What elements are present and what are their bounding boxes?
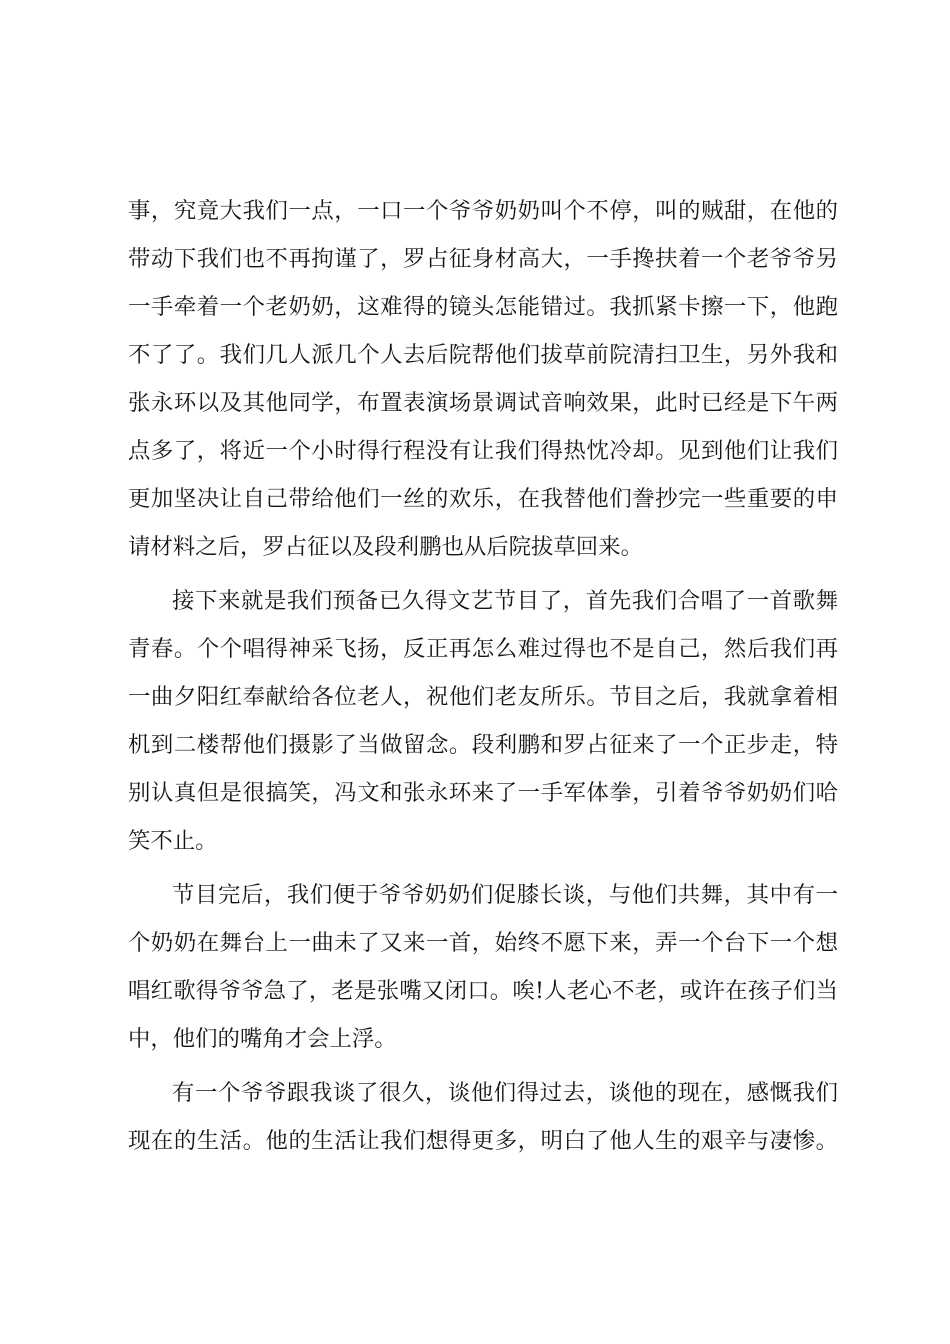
text-line: 唱红歌得爷爷急了，老是张嘴又闭口。唉!人老心不老，或许在孩子们当	[128, 978, 838, 1004]
text-line: 点多了，将近一个小时得行程没有让我们得热忱冷却。见到他们让我们	[128, 438, 838, 464]
text-line: 一曲夕阳红奉献给各位老人，祝他们老友所乐。节目之后，我就拿着相	[128, 684, 838, 710]
text-line: 请材料之后，罗占征以及段利鹏也从后院拔草回来。	[128, 534, 643, 560]
text-line: 现在的生活。他的生活让我们想得更多，明白了他人生的艰辛与凄惨。	[128, 1128, 838, 1154]
text-line: 个奶奶在舞台上一曲未了又来一首，始终不愿下来，弄一个台下一个想	[128, 930, 838, 956]
document-body	[128, 187, 838, 1165]
paragraph-3	[128, 871, 838, 1063]
paragraph-4	[128, 1069, 838, 1165]
paragraph-1	[128, 187, 838, 571]
text-line: 有一个爷爷跟我谈了很久，谈他们得过去，谈他的现在，感慨我们	[172, 1080, 838, 1106]
text-line: 不了了。我们几人派几个人去后院帮他们拔草前院清扫卫生，另外我和	[128, 342, 838, 368]
text-line: 一手牵着一个老奶奶，这难得的镜头怎能错过。我抓紧卡擦一下，他跑	[128, 294, 838, 320]
text-line: 更加坚决让自己带给他们一丝的欢乐，在我替他们誊抄完一些重要的申	[128, 486, 838, 512]
text-line: 张永环以及其他同学，布置表演场景调试音响效果，此时已经是下午两	[128, 390, 838, 416]
text-line: 笑不止。	[128, 828, 218, 854]
text-line: 别认真但是很搞笑，冯文和张永环来了一手军体拳，引着爷爷奶奶们哈	[128, 780, 838, 806]
text-line: 中，他们的嘴角才会上浮。	[128, 1026, 397, 1052]
text-line: 接下来就是我们预备已久得文艺节目了，首先我们合唱了一首歌舞	[172, 588, 838, 614]
text-line: 机到二楼帮他们摄影了当做留念。段利鹏和罗占征来了一个正步走，特	[128, 732, 838, 758]
text-line: 带动下我们也不再拘谨了，罗占征身材高大，一手搀扶着一个老爷爷另	[128, 246, 838, 272]
paragraph-2	[128, 577, 838, 865]
text-line: 节目完后，我们便于爷爷奶奶们促膝长谈，与他们共舞，其中有一	[172, 882, 838, 908]
text-line: 青春。个个唱得神采飞扬，反正再怎么难过得也不是自己，然后我们再	[128, 636, 838, 662]
text-line: 事，究竟大我们一点，一口一个爷爷奶奶叫个不停，叫的贼甜，在他的	[128, 198, 838, 224]
